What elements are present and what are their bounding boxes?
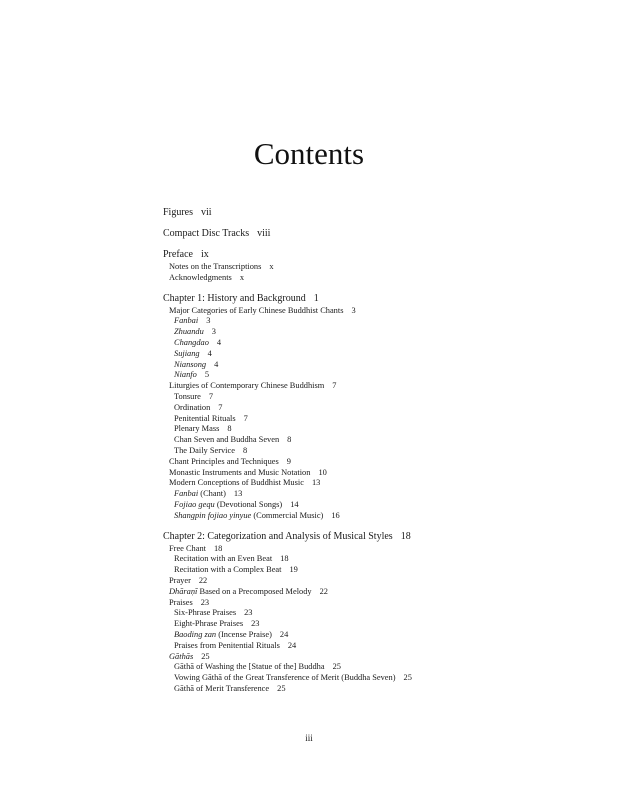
toc-entry-page: 22 — [319, 586, 328, 596]
toc-entry — [163, 630, 603, 641]
toc-entry-title-segment: Penitential Rituals — [174, 413, 236, 423]
toc-entry-title-segment: (Commercial Music) — [251, 510, 324, 520]
toc-entry-page: 7 — [243, 413, 248, 423]
toc-entry-title — [174, 511, 323, 520]
toc-entry — [163, 392, 603, 403]
toc-entry-title-segment: (Devotional Songs) — [214, 499, 283, 509]
toc-entry-title-segment: Prayer — [169, 575, 191, 585]
toc-entry-page: 18 — [400, 530, 411, 542]
toc-entry — [163, 349, 603, 360]
toc-entry — [163, 338, 603, 349]
toc-entry-page: 25 — [332, 662, 341, 672]
toc-entry-title-segment: Baoding zan — [174, 629, 217, 639]
page-number: iii — [305, 733, 313, 743]
toc-entry-title-segment: Recitation with an Even Beat — [174, 554, 273, 564]
toc-entry — [163, 206, 603, 219]
toc-entry-title-segment: Notes on the Transcriptions — [169, 262, 262, 271]
toc-entry — [163, 227, 603, 240]
toc-entry-title-segment: Fanbai — [174, 316, 199, 326]
toc-entry-title — [174, 327, 204, 336]
toc-entry — [163, 468, 603, 479]
page-title: Contents — [253, 136, 365, 171]
toc-entry-title-segment: (Incense Praise) — [216, 629, 272, 639]
toc-entry-page: 3 — [206, 316, 211, 326]
toc-entry-title-segment: Nianfo — [174, 370, 197, 380]
toc-entry-title-segment: Fanbai — [174, 489, 199, 499]
toc-entry — [163, 262, 603, 273]
toc-entry — [163, 381, 603, 392]
toc-entry-title-segment: (Chant) — [198, 489, 226, 499]
toc-entry-page: 3 — [351, 305, 356, 315]
toc-entry-title-segment: Ordination — [174, 402, 211, 412]
toc-entry-title-segment: Vowing Gāthā of the Great Transference of Merit (Buddha Seven) — [174, 673, 396, 683]
toc-entry-page: 18 — [280, 554, 289, 564]
toc-entry-title — [174, 673, 396, 682]
toc-entry-title — [174, 630, 272, 639]
toc-entry — [163, 327, 603, 338]
toc-entry-page: 24 — [279, 629, 289, 639]
toc-entry — [163, 598, 603, 609]
toc-entry-title-segment: Figures — [163, 207, 193, 218]
toc-entry — [163, 530, 603, 543]
toc-entry — [163, 641, 603, 652]
toc-entry-title-segment: Gāthās — [169, 651, 194, 661]
toc-entry-title — [169, 468, 310, 477]
toc-entry-title — [174, 338, 209, 347]
toc-entry-page: 23 — [251, 619, 260, 629]
toc-entry-title-segment: Preface — [163, 249, 193, 260]
toc-entry-title-segment: Changdao — [174, 337, 209, 347]
toc-entry-page: 5 — [204, 370, 209, 380]
toc-entry-title — [169, 457, 279, 466]
toc-entry-title — [174, 489, 226, 498]
toc-entry-title-segment: Plenary Mass — [174, 424, 220, 434]
toc-entry-title-segment: Based on a Precomposed Melody — [197, 586, 312, 596]
toc-entry — [163, 478, 603, 489]
toc-entry — [163, 370, 603, 381]
toc-entry — [163, 652, 603, 663]
toc-entry-title-segment: Niansong — [174, 359, 207, 369]
table-of-contents — [163, 206, 603, 695]
toc-entry — [163, 403, 603, 414]
toc-entry-title — [174, 316, 198, 325]
toc-entry-title — [169, 576, 191, 585]
toc-entry — [163, 565, 603, 576]
toc-entry-title — [163, 249, 193, 260]
toc-entry-page: ix — [200, 249, 209, 260]
toc-entry — [163, 587, 603, 598]
toc-entry-title-segment: Fojiao gequ — [174, 499, 215, 509]
toc-entry-page: 22 — [198, 575, 208, 585]
toc-entry-page: 8 — [227, 424, 232, 434]
toc-entry-page: 3 — [211, 327, 216, 337]
toc-entry-title-segment: Chapter 2: Categorization and Analysis of Musical Styles — [163, 530, 393, 542]
toc-entry-title-segment: Acknowledgments — [169, 272, 232, 282]
toc-entry-title — [163, 293, 306, 304]
toc-entry-title — [169, 544, 206, 553]
toc-entry-title-segment: Chan Seven and Buddha Seven — [174, 435, 280, 445]
toc-entry-title — [174, 608, 236, 617]
toc-entry-title — [174, 403, 210, 412]
toc-entry-page: 4 — [216, 337, 222, 347]
toc-entry-page: 13 — [233, 489, 243, 499]
toc-entry-page: 23 — [244, 608, 253, 618]
toc-entry — [163, 673, 603, 684]
toc-entry — [163, 684, 603, 695]
toc-entry-page: 10 — [318, 467, 327, 477]
toc-entry — [163, 414, 603, 425]
toc-entry-title-segment: Tonsure — [174, 391, 201, 401]
toc-entry-title — [174, 435, 279, 444]
toc-entry-title-segment: Praises — [169, 597, 193, 607]
toc-entry-title — [174, 370, 197, 379]
toc-entry-page: 16 — [331, 510, 340, 520]
toc-entry-page: 4 — [207, 348, 212, 358]
toc-entry-title — [169, 587, 312, 596]
toc-entry-page: x — [269, 262, 274, 271]
toc-entry-title — [174, 565, 281, 574]
toc-entry-title-segment: The Daily Service — [174, 445, 235, 455]
toc-entry-page: 7 — [208, 391, 214, 401]
toc-entry-title — [174, 662, 325, 671]
toc-entry-title-segment: Major Categories of Early Chinese Buddhist Chants — [169, 305, 344, 315]
toc-entry-page: 8 — [287, 435, 292, 445]
toc-entry-page: viii — [257, 228, 271, 239]
toc-entry — [163, 576, 603, 587]
toc-entry — [163, 608, 603, 619]
toc-entry-page: 25 — [201, 651, 210, 661]
toc-entry — [163, 435, 603, 446]
toc-entry — [163, 292, 603, 305]
toc-entry-page: 4 — [214, 359, 219, 369]
toc-entry-title — [174, 360, 206, 369]
toc-entry — [163, 360, 603, 371]
toc-entry-page: 25 — [403, 673, 412, 683]
toc-entry-title — [169, 381, 324, 390]
toc-entry-page: 7 — [218, 402, 223, 412]
toc-entry — [163, 306, 603, 317]
toc-entry — [163, 316, 603, 327]
toc-entry — [163, 511, 603, 522]
toc-entry-title-segment: Zhuandu — [174, 327, 204, 337]
toc-entry-title — [169, 306, 343, 315]
toc-entry — [163, 554, 603, 565]
toc-entry-page: 13 — [311, 478, 321, 488]
toc-entry — [163, 619, 603, 630]
toc-entry-title — [169, 262, 261, 271]
toc-entry-title-segment: Eight-Phrase Praises — [174, 619, 244, 629]
toc-entry-title-segment: Modern Conceptions of Buddhist Music — [169, 478, 304, 488]
toc-entry-title — [169, 598, 193, 607]
toc-entry-title — [174, 684, 269, 693]
toc-entry — [163, 446, 603, 457]
toc-entry-title — [174, 554, 272, 563]
toc-entry-page: 24 — [287, 640, 297, 650]
toc-entry-page: x — [239, 272, 244, 282]
toc-entry-page: 1 — [313, 292, 319, 304]
toc-entry — [163, 457, 603, 468]
toc-entry-title-segment: Dhāraṇī — [169, 586, 198, 596]
toc-entry-page: 7 — [332, 381, 337, 391]
toc-entry-title-segment: Praises from Penitential Rituals — [174, 640, 280, 650]
toc-entry-title — [163, 531, 393, 542]
toc-entry-title — [174, 349, 200, 358]
toc-entry-title — [163, 228, 249, 239]
toc-entry-title-segment: Compact Disc Tracks — [163, 228, 250, 239]
toc-entry-title-segment: Monastic Instruments and Music Notation — [169, 467, 311, 477]
toc-entry-title-segment: Chapter 1: History and Background — [163, 292, 306, 304]
toc-entry-page: 14 — [290, 499, 299, 509]
toc-entry-page: vii — [201, 207, 212, 218]
toc-entry — [163, 424, 603, 435]
toc-entry-title-segment: Shangpin fojiao yinyue — [174, 510, 252, 520]
toc-entry-title-segment: Six-Phrase Praises — [174, 608, 237, 618]
toc-entry-title-segment: Gāthā of Merit Transference — [174, 683, 270, 693]
toc-entry-page: 18 — [213, 543, 223, 553]
toc-entry-page: 9 — [286, 456, 291, 466]
toc-entry-title-segment: Recitation with a Complex Beat — [174, 565, 282, 575]
toc-entry — [163, 662, 603, 673]
toc-entry-page: 19 — [289, 565, 298, 575]
toc-entry-title — [174, 641, 280, 650]
toc-entry-title — [169, 478, 304, 487]
toc-entry-title — [174, 446, 235, 455]
toc-entry-page: 23 — [200, 597, 210, 607]
toc-entry-title — [174, 619, 243, 628]
toc-entry-title — [174, 392, 201, 401]
toc-entry-title — [163, 207, 193, 218]
toc-entry — [163, 489, 603, 500]
toc-entry — [163, 273, 603, 284]
toc-entry-page: 8 — [242, 445, 248, 455]
toc-entry — [163, 248, 603, 261]
toc-entry-title — [174, 414, 236, 423]
toc-entry-title — [174, 500, 282, 509]
toc-entry-title-segment: Sujiang — [174, 348, 200, 358]
toc-entry-page: 25 — [277, 683, 286, 693]
toc-entry-title-segment: Liturgies of Contemporary Chinese Buddhism — [169, 381, 325, 391]
toc-entry-title-segment: Gāthā of Washing the [Statue of the] Buddha — [174, 662, 325, 672]
toc-entry-title — [174, 424, 219, 433]
toc-entry-title — [169, 652, 193, 661]
toc-entry-title-segment: Free Chant — [169, 543, 206, 553]
toc-entry — [163, 544, 603, 555]
toc-entry-title-segment: Chant Principles and Techniques — [169, 456, 279, 466]
toc-entry-title — [169, 273, 232, 282]
toc-entry — [163, 500, 603, 511]
